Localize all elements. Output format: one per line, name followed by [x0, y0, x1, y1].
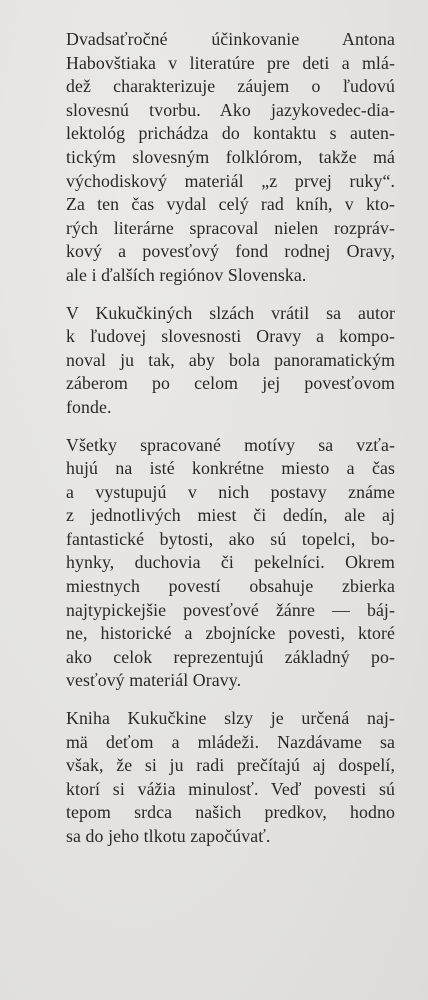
text-line: miestnych povestí obsahuje zbierka	[66, 576, 395, 597]
text-line: vesťový materiál Oravy.	[66, 670, 242, 691]
paragraph-1	[58, 28, 395, 288]
text-line: hynky, duchovia či pekelníci. Okrem	[66, 552, 395, 573]
text-line: tepom srdca našich predkov, hodno	[66, 802, 395, 823]
text-line: ako celok reprezentujú základný po-	[66, 646, 395, 667]
text-line: Habovštiaka v literatúre pre deti a mlá-	[66, 52, 395, 73]
text-line: záberom po celom jej povesťovom	[66, 373, 395, 394]
text-line: a vystupujú v nich postavy známe	[66, 481, 395, 502]
text-line: fonde.	[66, 396, 112, 417]
blurb-text	[58, 28, 395, 863]
text-line: Všetky spracované motívy sa vzťa-	[66, 434, 395, 455]
text-line: však, že si ju radi prečítajú aj dospelí,	[66, 755, 395, 776]
paragraph-2	[58, 302, 395, 420]
text-line: tickým slovesným folklórom, takže má	[66, 146, 395, 167]
text-line: východiskový materiál „z prvej ruky“.	[66, 170, 395, 191]
paragraph-4	[58, 707, 395, 849]
text-line: ktorí si vážia minulosť. Veď povesti sú	[66, 778, 395, 799]
text-line: najtypickejšie povesťové žánre — báj-	[66, 599, 395, 620]
text-line: V Kukučkiných slzách vrátil sa autor	[66, 302, 395, 323]
text-line: kový a povesťový fond rodnej Oravy,	[66, 241, 395, 262]
text-line: dež charakterizuje záujem o ľudovú	[66, 76, 395, 97]
text-line: k ľudovej slovesnosti Oravy a kompo-	[66, 326, 395, 347]
text-line: Dvadsaťročné účinkovanie Antona	[66, 29, 395, 49]
text-line: ne, historické a zbojnícke povesti, ktoré	[66, 623, 395, 644]
text-line: hujú na isté konkrétne miesto a čas	[66, 458, 395, 479]
text-line: Za ten čas vydal celý rad kníh, v kto-	[66, 194, 395, 215]
text-line: slovesnú tvorbu. Ako jazykovedec-dia-	[66, 99, 395, 120]
text-line: ale i ďalších regiónov Slovenska.	[66, 264, 307, 285]
text-line: fantastické bytosti, ako sú topelci, bo-	[66, 528, 395, 549]
paragraph-3	[58, 434, 395, 694]
text-line: sa do jeho tlkotu započúvať.	[66, 826, 271, 846]
text-line: z jednotlivých miest či dedín, ale aj	[66, 505, 395, 526]
text-line: lektológ prichádza do kontaktu s auten-	[66, 123, 395, 144]
text-line: rých literárne spracoval nielen rozpráv-	[66, 217, 395, 238]
text-line: Kniha Kukučkine slzy je určená naj-	[66, 708, 395, 729]
text-line: noval ju tak, aby bola panoramatickým	[66, 349, 395, 370]
text-line: mä deťom a mládeži. Nazdávame sa	[66, 731, 395, 752]
